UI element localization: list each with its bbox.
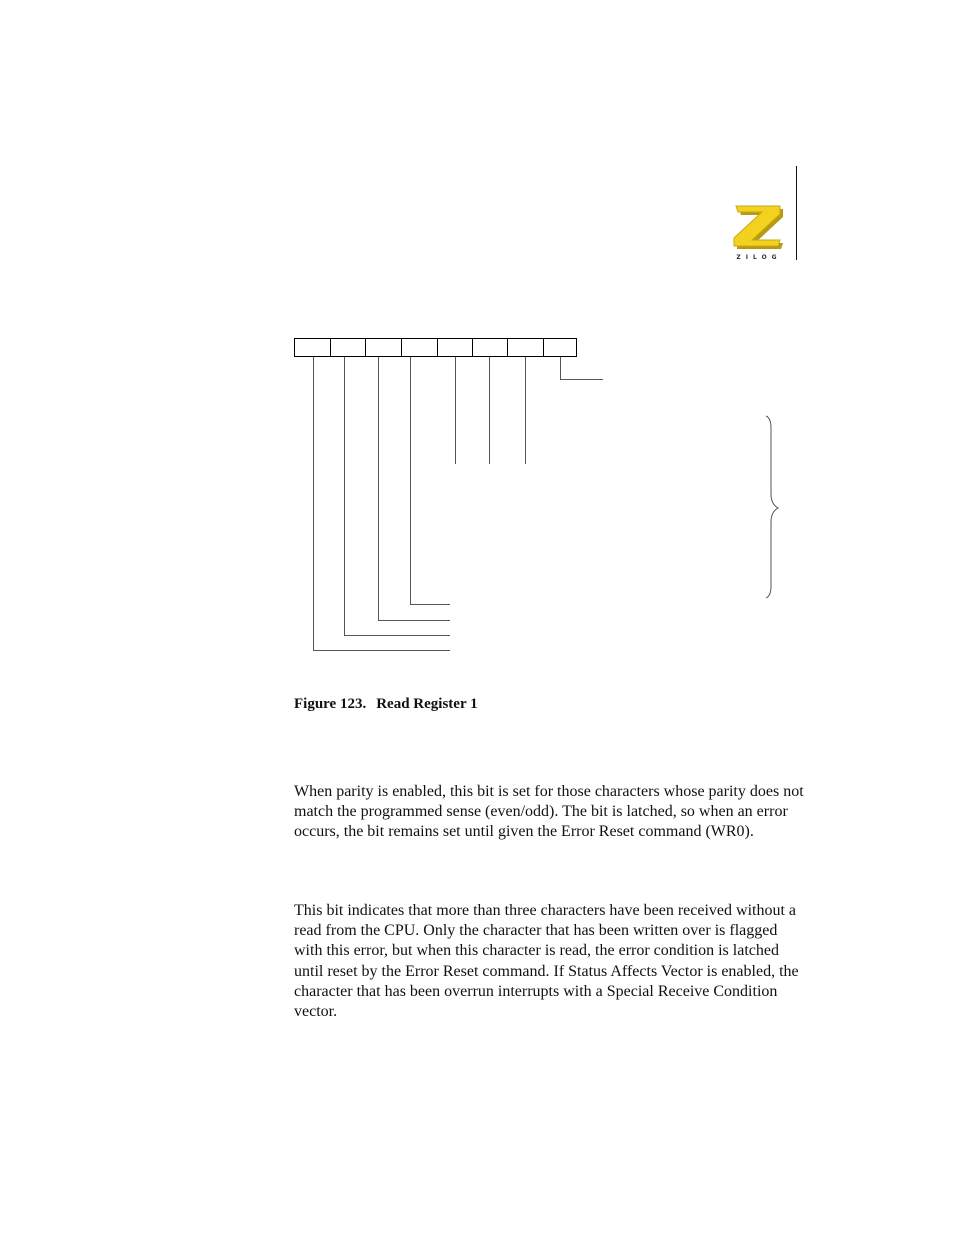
figure-number: Figure 123.: [294, 696, 367, 712]
bit-cell-0: [544, 339, 577, 357]
bit-5-leader: [379, 357, 451, 621]
zilog-wordmark: ZILOG: [736, 254, 782, 261]
overrun-error-paragraph: This bit indicates that more than three characters have been received without a read from the CPU. Only the character that has been written over is flagged with this error, but when this character is read, the error condition is latched until reset by the Error Reset command. If Status Affects Vector is enabled, the character that has been overrun interrupts with a Special Receive Condition vector.: [294, 902, 799, 1021]
bit-0-leader: [561, 357, 604, 380]
figure-title: Read Register 1: [376, 696, 478, 712]
bit-cell-7: [295, 339, 331, 357]
bit-cell-2: [473, 339, 508, 357]
parity-error-paragraph: When parity is enabled, this bit is set for those characters whose parity does not match the programmed sense (even/odd). The bit is latched, so when an error occurs, the bit remains set until given the Error Reset command (WR0).: [294, 783, 804, 841]
bit-6-leader: [345, 357, 451, 636]
bit-cell-3: [438, 339, 473, 357]
bit-4-leader: [411, 357, 451, 605]
bit-cell-6: [331, 339, 366, 357]
grouping-brace: [766, 416, 778, 598]
bit-7-leader: [314, 357, 451, 651]
bit-cell-1: [508, 339, 544, 357]
figure-caption: [294, 696, 478, 713]
bit-cell-4: [402, 339, 438, 357]
bit-cell-5: [366, 339, 402, 357]
